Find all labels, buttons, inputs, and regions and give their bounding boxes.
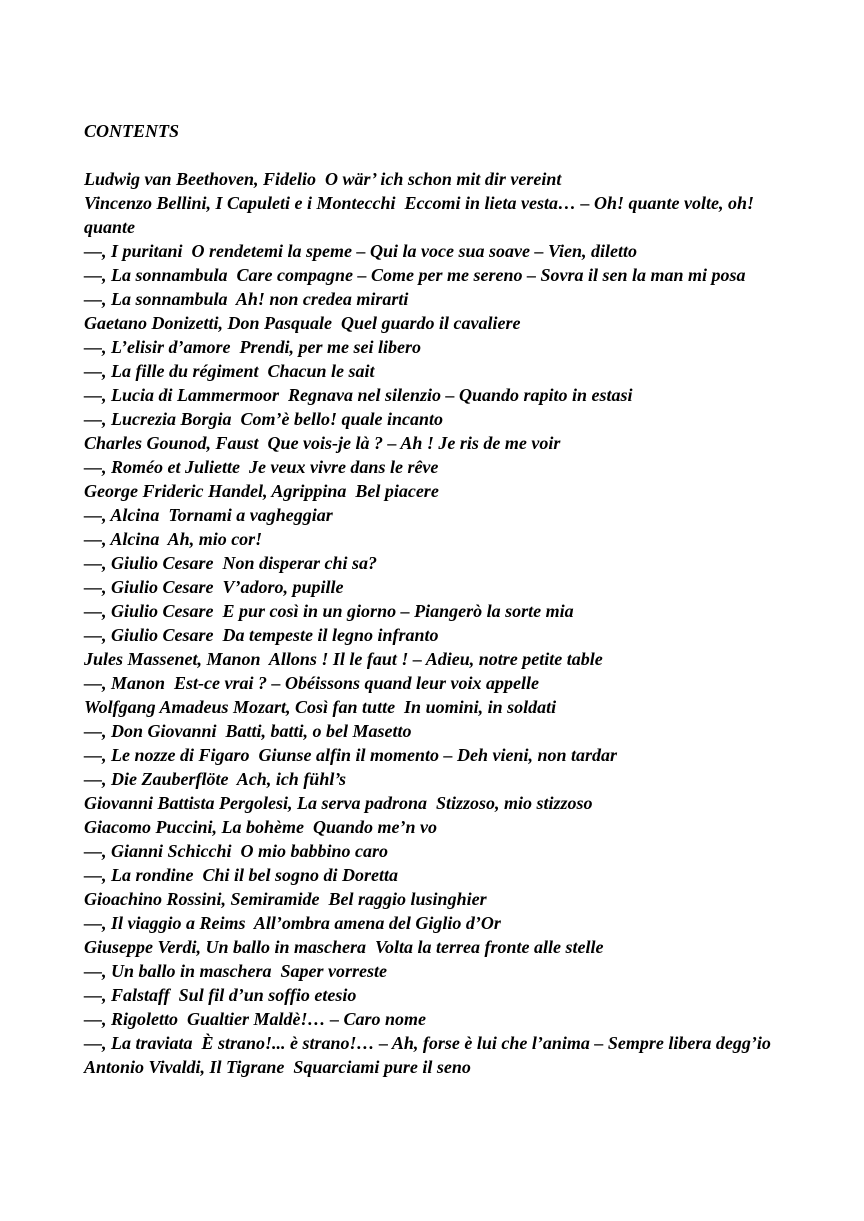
toc-line: —, Manon Est-ce vrai ? – Obéissons quand leur voix appelle xyxy=(84,673,540,693)
toc-line: George Frideric Handel, Agrippina Bel piacere xyxy=(84,481,439,501)
toc-line: —, Giulio Cesare Da tempeste il legno infranto xyxy=(84,625,439,645)
toc-line: —, Le nozze di Figaro Giunse alfin il momento – Deh vieni, non tardar xyxy=(84,745,618,765)
toc-line: —, Alcina Ah, mio cor! xyxy=(84,529,263,549)
toc-line: Ludwig van Beethoven, Fidelio O wär’ ich schon mit dir vereint xyxy=(84,169,562,189)
toc-line: —, Un ballo in maschera Saper vorreste xyxy=(84,961,388,981)
toc-line: —, La sonnambula Care compagne – Come per me sereno – Sovra il sen la man mi posa xyxy=(84,265,746,285)
toc-line: —, Roméo et Juliette Je veux vivre dans le rêve xyxy=(84,457,439,477)
page-title: CONTENTS xyxy=(84,121,180,141)
toc-line: —, La rondine Chi il bel sogno di Doretta xyxy=(84,865,399,885)
toc-line: —, Giulio Cesare Non disperar chi sa? xyxy=(84,553,378,573)
toc-line: —, Alcina Tornami a vagheggiar xyxy=(84,505,333,525)
toc-line: Wolfgang Amadeus Mozart, Così fan tutte In uomini, in soldati xyxy=(84,697,557,717)
toc-line: —, I puritani O rendetemi la speme – Qui la voce sua soave – Vien, diletto xyxy=(84,241,637,261)
toc-line: Gioachino Rossini, Semiramide Bel raggio lusinghier xyxy=(84,889,487,909)
toc-line: —, La sonnambula Ah! non credea mirarti xyxy=(84,289,409,309)
toc-line: Giovanni Battista Pergolesi, La serva padrona Stizzoso, mio stizzoso xyxy=(84,793,593,813)
toc-line: —, Gianni Schicchi O mio babbino caro xyxy=(84,841,389,861)
toc-line: —, Lucrezia Borgia Com’è bello! quale incanto xyxy=(84,409,444,429)
toc-line: —, Don Giovanni Batti, batti, o bel Masetto xyxy=(84,721,412,741)
toc-line: Giuseppe Verdi, Un ballo in maschera Volta la terrea fronte alle stelle xyxy=(84,937,604,957)
toc-line: —, Die Zauberflöte Ach, ich fühl’s xyxy=(84,769,346,789)
toc-line: —, Rigoletto Gualtier Maldè!… – Caro nome xyxy=(84,1009,427,1029)
toc-line: —, L’elisir d’amore Prendi, per me sei libero xyxy=(84,337,421,357)
toc-line: Gaetano Donizetti, Don Pasquale Quel guardo il cavaliere xyxy=(84,313,521,333)
contents-section xyxy=(84,119,824,1079)
toc-line: —, Giulio Cesare V’adoro, pupille xyxy=(84,577,344,597)
toc-line: —, Falstaff Sul fil d’un soffio etesio xyxy=(84,985,357,1005)
toc-line: Vincenzo Bellini, I Capuleti e i Montecchi Eccomi in lieta vesta… – Oh! quante volte, oh! xyxy=(84,193,755,213)
toc-list xyxy=(84,167,824,1079)
toc-line: —, Il viaggio a Reims All’ombra amena del Giglio d’Or xyxy=(84,913,501,933)
toc-line: —, Giulio Cesare E pur così in un giorno – Piangerò la sorte mia xyxy=(84,601,574,621)
toc-line: Antonio Vivaldi, Il Tigrane Squarciami pure il seno xyxy=(84,1057,471,1077)
toc-line: Jules Massenet, Manon Allons ! Il le faut ! – Adieu, notre petite table xyxy=(84,649,603,669)
toc-line: —, La traviata È strano!... è strano!… – Ah, forse è lui che l’anima – Sempre libera degg’io xyxy=(84,1033,771,1053)
toc-line: Charles Gounod, Faust Que vois-je là ? – Ah ! Je ris de me voir xyxy=(84,433,561,453)
toc-line: —, Lucia di Lammermoor Regnava nel silenzio – Quando rapito in estasi xyxy=(84,385,633,405)
toc-line: —, La fille du régiment Chacun le sait xyxy=(84,361,375,381)
toc-line: Giacomo Puccini, La bohème Quando me’n vo xyxy=(84,817,437,837)
toc-line: quante xyxy=(84,217,136,237)
